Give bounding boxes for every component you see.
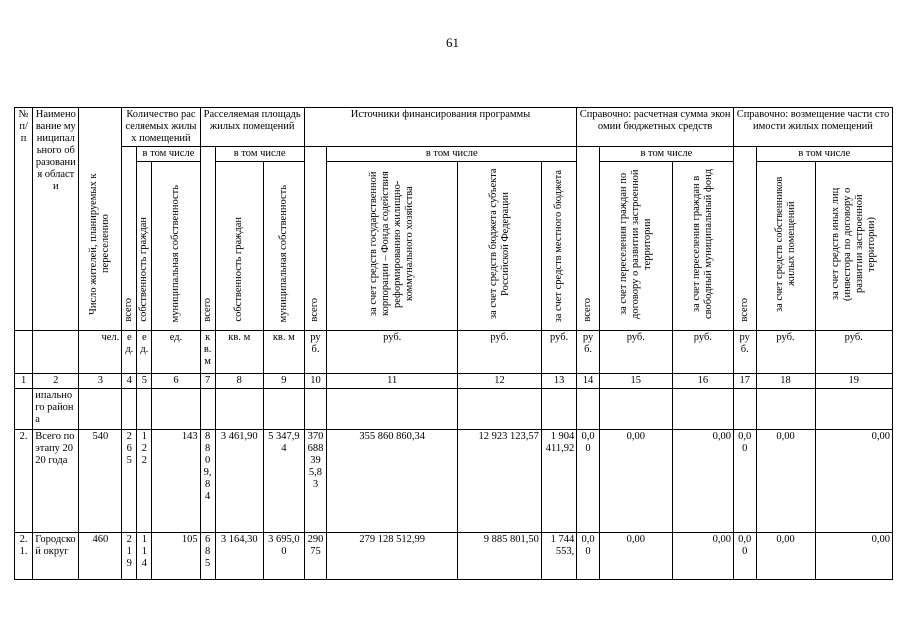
header-col-number: № п/п	[15, 108, 33, 331]
header-group-finance: Источники финансирования программы	[304, 108, 577, 147]
unit-cell: руб.	[672, 331, 733, 374]
cell	[541, 389, 576, 430]
header-savings-free-fund: за счет переселения граждан в свободный муниципальный фонд	[672, 162, 733, 331]
col-number: 6	[152, 374, 200, 389]
cell: 0,00	[756, 430, 815, 533]
cell: 8809,84	[200, 430, 215, 533]
cell: 105	[152, 533, 200, 580]
resettlement-table	[14, 107, 893, 580]
cell: 0,00	[815, 533, 892, 580]
header-qty-municipal: муниципальная собственность	[152, 162, 200, 331]
header-area-municipal: муниципальная собственность	[263, 162, 304, 331]
unit-cell: ед.	[122, 331, 137, 374]
cell	[79, 389, 122, 430]
unit-cell	[15, 331, 33, 374]
cell: 0,00	[815, 430, 892, 533]
header-finance-local: за счет средств местного бюджета	[541, 162, 576, 331]
cell: 3 164,30	[215, 533, 263, 580]
header-area-incl: в том числе	[215, 147, 304, 162]
col-number: 11	[327, 374, 458, 389]
header-row-2	[15, 147, 893, 162]
unit-cell: руб.	[599, 331, 672, 374]
header-qty-total: всего	[122, 147, 137, 331]
cell-municipality: ипального района	[33, 389, 79, 430]
cell	[152, 389, 200, 430]
table-row	[15, 430, 893, 533]
cell: 0,00	[577, 430, 600, 533]
col-number: 4	[122, 374, 137, 389]
cell	[733, 389, 756, 430]
cell: 0,00	[733, 533, 756, 580]
cell-municipality: Всего по этапу 2020 года	[33, 430, 79, 533]
cell: 2.	[15, 430, 33, 533]
cell: 265	[122, 430, 137, 533]
cell: 460	[79, 533, 122, 580]
cell-municipality: Городской округ	[33, 533, 79, 580]
header-qty-citizen: собственность граждан	[137, 162, 152, 331]
header-group-compensation: Справочно: возмещение части стоимости жилых помещений	[733, 108, 892, 147]
table-row	[15, 389, 893, 430]
cell: 219	[122, 533, 137, 580]
cell: 0,00	[599, 533, 672, 580]
cell: 2.1.	[15, 533, 33, 580]
col-number: 10	[304, 374, 327, 389]
col-number: 12	[458, 374, 542, 389]
col-number: 17	[733, 374, 756, 389]
cell: 9 885 801,50	[458, 533, 542, 580]
header-col-name: Наименование муниципального образования области	[33, 108, 79, 331]
unit-cell: кв. м	[215, 331, 263, 374]
cell: 685	[200, 533, 215, 580]
cell: 0,00	[577, 533, 600, 580]
col-number: 19	[815, 374, 892, 389]
header-area-total: всего	[200, 147, 215, 331]
header-comp-owners: за счет средств собственников жилых помещений	[756, 162, 815, 331]
cell	[200, 389, 215, 430]
page-number: 61	[446, 35, 459, 50]
cell	[304, 389, 327, 430]
header-group-quantity: Количество расселяемых жилых помещений	[122, 108, 200, 147]
header-col-residents: Число жителей, планируемых к переселению	[79, 108, 122, 331]
col-number: 1	[15, 374, 33, 389]
unit-cell	[33, 331, 79, 374]
cell	[327, 389, 458, 430]
cell: 1 744 553,	[541, 533, 576, 580]
cell: 355 860 860,34	[327, 430, 458, 533]
cell: 0,00	[672, 430, 733, 533]
header-finance-total: всего	[304, 147, 327, 331]
header-comp-other: за счет средств иных лиц (инвестора по договору о развитии застроенной территории)	[815, 162, 892, 331]
col-number: 3	[79, 374, 122, 389]
cell	[577, 389, 600, 430]
header-comp-incl: в том числе	[756, 147, 893, 162]
header-savings-contract: за счет переселения граждан по договору о развитии застроенной территории	[599, 162, 672, 331]
header-savings-total: всего	[577, 147, 600, 331]
unit-cell: кв. м	[200, 331, 215, 374]
cell	[672, 389, 733, 430]
cell: 0,00	[756, 533, 815, 580]
col-number: 16	[672, 374, 733, 389]
unit-cell: ед.	[152, 331, 200, 374]
col-number: 7	[200, 374, 215, 389]
col-number: 8	[215, 374, 263, 389]
header-finance-incl: в том числе	[327, 147, 577, 162]
unit-cell: чел.	[79, 331, 122, 374]
header-group-area: Расселяемая площадь жилых помещений	[200, 108, 304, 147]
unit-cell: руб.	[541, 331, 576, 374]
unit-cell: руб.	[327, 331, 458, 374]
cell	[458, 389, 542, 430]
header-qty-incl: в том числе	[137, 147, 200, 162]
header-row-1	[15, 108, 893, 147]
cell	[599, 389, 672, 430]
cell	[263, 389, 304, 430]
header-comp-total: всего	[733, 147, 756, 331]
header-finance-fund: за счет средств государственной корпорации – Фонда содействия реформированию жилищно-коммунального хозяйства	[327, 162, 458, 331]
unit-cell: руб.	[458, 331, 542, 374]
unit-cell: руб.	[815, 331, 892, 374]
header-group-savings: Справочно: расчетная сумма экономии бюджетных средств	[577, 108, 734, 147]
table-row	[15, 533, 893, 580]
cell: 3 695,00	[263, 533, 304, 580]
cell: 5 347,94	[263, 430, 304, 533]
col-number: 18	[756, 374, 815, 389]
units-row	[15, 331, 893, 374]
unit-cell: руб.	[304, 331, 327, 374]
unit-cell: руб.	[733, 331, 756, 374]
cell: 279 128 512,99	[327, 533, 458, 580]
cell: 0,00	[672, 533, 733, 580]
col-number: 9	[263, 374, 304, 389]
cell	[815, 389, 892, 430]
cell: 122	[137, 430, 152, 533]
cell: 114	[137, 533, 152, 580]
cell: 0,00	[599, 430, 672, 533]
unit-cell: ед.	[137, 331, 152, 374]
cell: 1 904 411,92	[541, 430, 576, 533]
cell	[15, 389, 33, 430]
cell	[137, 389, 152, 430]
cell: 143	[152, 430, 200, 533]
unit-cell: руб.	[577, 331, 600, 374]
cell	[756, 389, 815, 430]
col-number: 5	[137, 374, 152, 389]
col-number: 13	[541, 374, 576, 389]
header-finance-subject: за счет средств бюджета субъекта Российской Федерации	[458, 162, 542, 331]
header-area-citizen: собственность граждан	[215, 162, 263, 331]
cell	[122, 389, 137, 430]
cell: 3 461,90	[215, 430, 263, 533]
header-row-3	[15, 162, 893, 331]
header-savings-incl: в том числе	[599, 147, 733, 162]
unit-cell: руб.	[756, 331, 815, 374]
unit-cell: кв. м	[263, 331, 304, 374]
col-number: 15	[599, 374, 672, 389]
cell: 0,00	[733, 430, 756, 533]
cell: 29075	[304, 533, 327, 580]
column-numbers-row	[15, 374, 893, 389]
cell: 12 923 123,57	[458, 430, 542, 533]
cell: 540	[79, 430, 122, 533]
col-number: 14	[577, 374, 600, 389]
col-number: 2	[33, 374, 79, 389]
cell	[215, 389, 263, 430]
cell: 370688395,83	[304, 430, 327, 533]
